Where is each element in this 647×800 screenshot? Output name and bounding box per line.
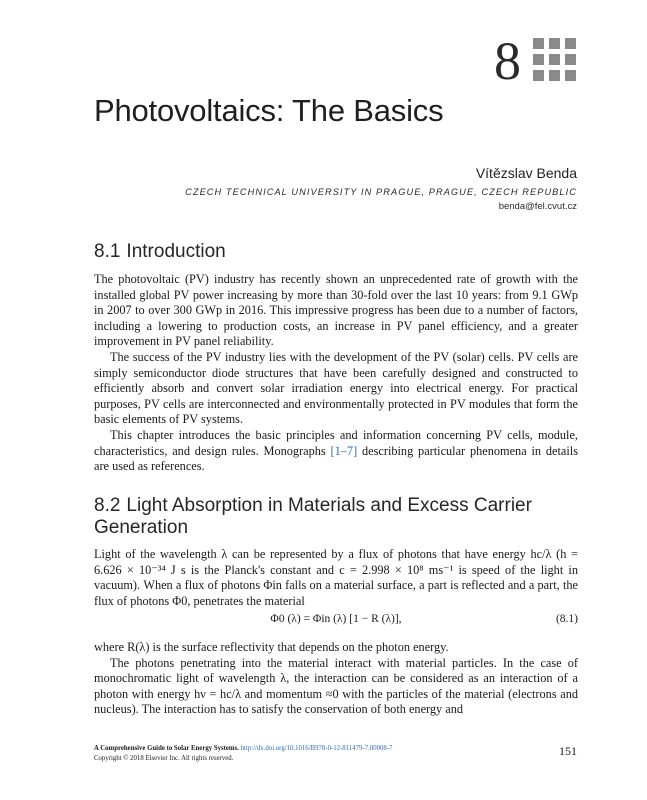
footer-book-title: A Comprehensive Guide to Solar Energy Systems. — [94, 745, 239, 752]
footer-copyright: Copyright © 2018 Elsevier Inc. All rights reserved. — [94, 755, 234, 762]
section-body-light-1 — [94, 547, 578, 609]
paragraph — [94, 428, 578, 475]
chapter-title: Photovoltaics: The Basics — [94, 93, 444, 128]
section-number: 8.2 — [94, 495, 121, 516]
author-email[interactable]: benda@fel.cvut.cz — [498, 201, 577, 212]
paragraph-text: The success of the PV industry lies with the development of the PV (solar) cells. PV cells are simply semiconductor diode structures that have been carefully designed and constructed to efficiently absorb and convert solar irradiation energy into electrical energy. For practical purposes, PV cells are interconnected and environmentally protected in PV modules that form the basic elements of PV systems. — [94, 349, 578, 427]
chapter-number: 8 — [494, 31, 521, 91]
section-title: Introduction — [126, 241, 226, 262]
section-body-intro — [94, 272, 578, 475]
reference-link[interactable]: [1–7] — [330, 443, 358, 458]
section-number: 8.1 — [94, 241, 121, 262]
section-title: Light Absorption in Materials and Excess Carrier — [126, 495, 532, 516]
paragraph: where R(λ) is the surface reflectivity that depends on the photon energy. — [94, 640, 449, 654]
paragraph — [94, 350, 578, 428]
paragraph-text: This chapter introduces the basic principles and information concerning PV cells, module, characteristics, and design rules. Monographs — [94, 427, 578, 458]
section-heading-intro — [94, 241, 232, 263]
equation-expression: Φ0 (λ) = Φin (λ) [1 − R (λ)], — [270, 613, 402, 625]
section-heading-light — [94, 495, 578, 539]
chapter-decoration — [533, 38, 576, 81]
page-footer — [94, 744, 392, 764]
page-number: 151 — [559, 744, 577, 758]
paragraph: Light of the wavelength λ can be represented by a flux of photons that have energy hc/λ (h = 6.626 × 10⁻³⁴ J s is the Planck's constant and c = 2.998 × 10⁸ ms⁻¹ is speed of the light in vacuum). When a flux of photons Φin falls on a material surface, a part is reflected and a part, the flux of photons Φ0, penetrates the material — [94, 547, 578, 608]
equation-number: (8.1) — [555, 613, 578, 625]
section-title-cont: Generation — [94, 517, 189, 538]
paragraph: The photovoltaic (PV) industry has recently shown an unprecedented rate of growth with the installed global PV power increasing by more than 30-fold over the last 10 years: from 9.1 GWp in 2007 to over 300 GWp in 2016. This impressive progress has been due to a number of factors, including a lowering to production costs, an increase in PV panel efficiency, and a greater improvement in PV panel reliability. — [94, 272, 578, 349]
author-name: Vítězslav Benda — [475, 165, 577, 181]
paragraph-text: describing particular phenomena in details are used as references. — [94, 443, 578, 474]
section-body-light-2 — [94, 640, 578, 718]
footer-doi-link[interactable]: http://dx.doi.org/10.1016/B978-0-12-811479-7.00008-7 — [240, 745, 393, 752]
author-affiliation: CZECH TECHNICAL UNIVERSITY IN PRAGUE, PRAGUE, CZECH REPUBLIC — [185, 187, 577, 197]
paragraph: The photons penetrating into the material interact with material particles. In the case of monochromatic light of wavelength λ, the interaction can be considered as an interaction of a photon with energy hν = hc/λ and momentum ≈0 with the particles of the material (electrons and nucleus). The interaction has to satisfy the conservation of both energy and — [94, 655, 578, 717]
